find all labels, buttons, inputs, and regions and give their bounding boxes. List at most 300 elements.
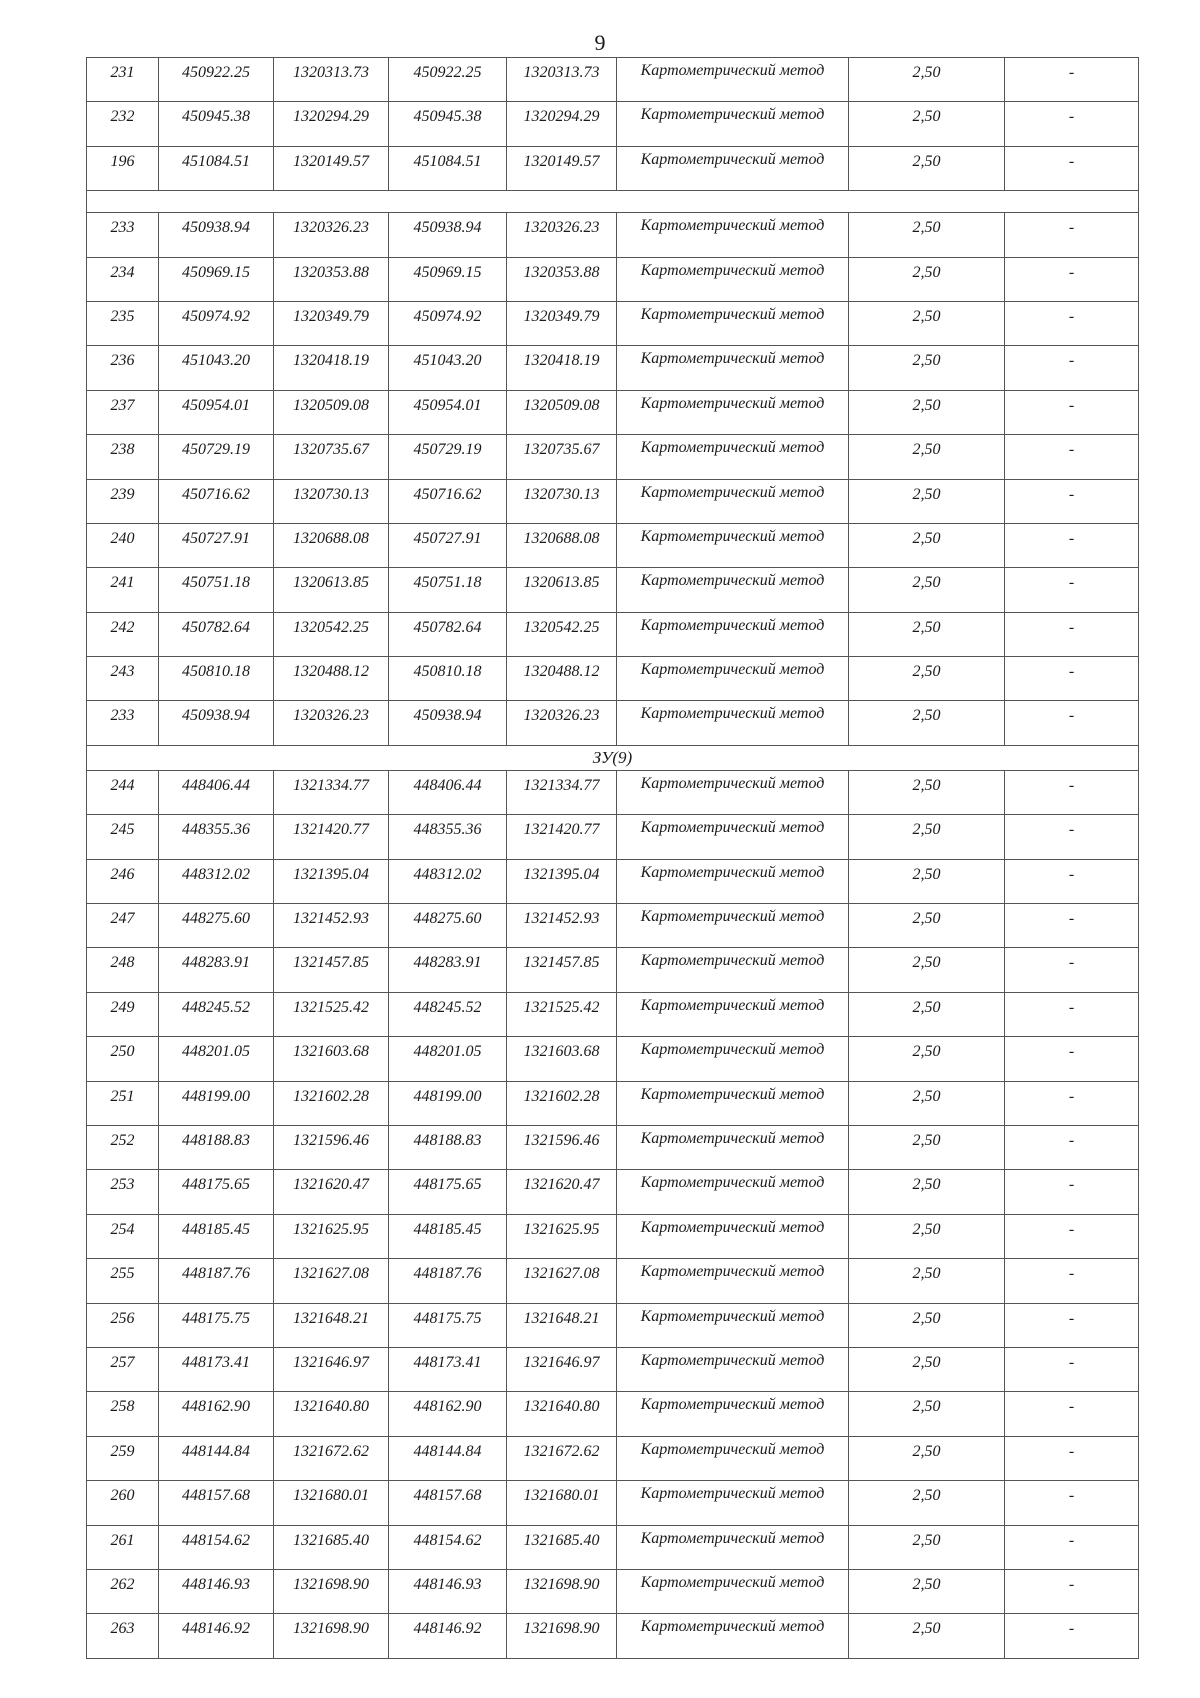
accuracy-cell: 2,50 [849,701,1005,745]
new-x-cell: 448173.41 [389,1347,507,1391]
accuracy-cell: 2,50 [849,435,1005,479]
existing-y-cell: 1321395.04 [274,859,389,903]
new-y-cell: 1320326.23 [507,213,617,257]
accuracy-cell: 2,50 [849,390,1005,434]
existing-x-cell: 450716.62 [159,479,274,523]
section-label: ЗУ(9) [87,745,1139,770]
table-row [87,1525,1139,1569]
accuracy-cell: 2,50 [849,1347,1005,1391]
table-row [87,1259,1139,1303]
new-y-cell: 1321627.08 [507,1259,617,1303]
method-cell: Картометрический метод [617,1347,849,1391]
method-cell: Картометрический метод [617,612,849,656]
new-x-cell: 448283.91 [389,948,507,992]
new-y-cell: 1320509.08 [507,390,617,434]
existing-y-cell: 1321698.90 [274,1614,389,1658]
method-cell: Картометрический метод [617,859,849,903]
new-x-cell: 448188.83 [389,1125,507,1169]
new-x-cell: 448146.92 [389,1614,507,1658]
method-cell: Картометрический метод [617,523,849,567]
method-cell: Картометрический метод [617,815,849,859]
accuracy-cell: 2,50 [849,657,1005,701]
existing-y-cell: 1321525.42 [274,992,389,1036]
note-cell: - [1005,346,1139,390]
point-number-cell: 231 [87,58,159,102]
accuracy-cell: 2,50 [849,1569,1005,1613]
point-number-cell: 239 [87,479,159,523]
new-x-cell: 448146.93 [389,1569,507,1613]
new-x-cell: 450716.62 [389,479,507,523]
point-number-cell: 245 [87,815,159,859]
note-cell: - [1005,1481,1139,1525]
method-cell: Картометрический метод [617,435,849,479]
method-cell: Картометрический метод [617,1569,849,1613]
new-x-cell: 448185.45 [389,1214,507,1258]
note-cell: - [1005,1081,1139,1125]
new-y-cell: 1321672.62 [507,1436,617,1480]
note-cell: - [1005,1347,1139,1391]
accuracy-cell: 2,50 [849,948,1005,992]
existing-x-cell: 448187.76 [159,1259,274,1303]
point-number-cell: 233 [87,701,159,745]
note-cell: - [1005,146,1139,190]
note-cell: - [1005,479,1139,523]
method-cell: Картометрический метод [617,1525,849,1569]
table-row [87,568,1139,612]
point-number-cell: 259 [87,1436,159,1480]
note-cell: - [1005,1170,1139,1214]
method-cell: Картометрический метод [617,568,849,612]
method-cell: Картометрический метод [617,701,849,745]
existing-y-cell: 1321672.62 [274,1436,389,1480]
accuracy-cell: 2,50 [849,904,1005,948]
existing-x-cell: 450969.15 [159,257,274,301]
existing-y-cell: 1320313.73 [274,58,389,102]
note-cell: - [1005,1436,1139,1480]
accuracy-cell: 2,50 [849,213,1005,257]
existing-x-cell: 448154.62 [159,1525,274,1569]
accuracy-cell: 2,50 [849,301,1005,345]
note-cell: - [1005,992,1139,1036]
existing-x-cell: 451043.20 [159,346,274,390]
existing-y-cell: 1321685.40 [274,1525,389,1569]
method-cell: Картометрический метод [617,1214,849,1258]
existing-y-cell: 1321646.97 [274,1347,389,1391]
existing-x-cell: 450945.38 [159,102,274,146]
table-row [87,701,1139,745]
table-row [87,346,1139,390]
existing-y-cell: 1320349.79 [274,301,389,345]
new-x-cell: 448199.00 [389,1081,507,1125]
note-cell: - [1005,1214,1139,1258]
note-cell: - [1005,435,1139,479]
new-y-cell: 1320488.12 [507,657,617,701]
existing-x-cell: 448146.93 [159,1569,274,1613]
point-number-cell: 260 [87,1481,159,1525]
accuracy-cell: 2,50 [849,1125,1005,1169]
point-number-cell: 256 [87,1303,159,1347]
note-cell: - [1005,1525,1139,1569]
new-y-cell: 1321334.77 [507,770,617,814]
point-number-cell: 234 [87,257,159,301]
new-x-cell: 450954.01 [389,390,507,434]
existing-y-cell: 1320613.85 [274,568,389,612]
note-cell: - [1005,612,1139,656]
existing-x-cell: 451084.51 [159,146,274,190]
table-row [87,102,1139,146]
accuracy-cell: 2,50 [849,523,1005,567]
accuracy-cell: 2,50 [849,770,1005,814]
note-cell: - [1005,1125,1139,1169]
note-cell: - [1005,859,1139,903]
new-y-cell: 1321395.04 [507,859,617,903]
accuracy-cell: 2,50 [849,479,1005,523]
new-x-cell: 448312.02 [389,859,507,903]
accuracy-cell: 2,50 [849,1081,1005,1125]
existing-x-cell: 450974.92 [159,301,274,345]
new-y-cell: 1321680.01 [507,1481,617,1525]
new-x-cell: 450938.94 [389,213,507,257]
new-x-cell: 448162.90 [389,1392,507,1436]
new-x-cell: 451043.20 [389,346,507,390]
existing-x-cell: 448173.41 [159,1347,274,1391]
table-row [87,770,1139,814]
table-row [87,435,1139,479]
point-number-cell: 235 [87,301,159,345]
method-cell: Картометрический метод [617,1392,849,1436]
new-x-cell: 450969.15 [389,257,507,301]
new-y-cell: 1320613.85 [507,568,617,612]
coordinates-table-body [87,58,1139,1659]
point-number-cell: 240 [87,523,159,567]
point-number-cell: 252 [87,1125,159,1169]
new-y-cell: 1320313.73 [507,58,617,102]
new-y-cell: 1321596.46 [507,1125,617,1169]
accuracy-cell: 2,50 [849,346,1005,390]
method-cell: Картометрический метод [617,1125,849,1169]
new-x-cell: 448175.75 [389,1303,507,1347]
accuracy-cell: 2,50 [849,102,1005,146]
method-cell: Картометрический метод [617,346,849,390]
accuracy-cell: 2,50 [849,859,1005,903]
note-cell: - [1005,1303,1139,1347]
existing-x-cell: 450810.18 [159,657,274,701]
new-y-cell: 1320418.19 [507,346,617,390]
existing-y-cell: 1321620.47 [274,1170,389,1214]
new-x-cell: 448201.05 [389,1037,507,1081]
note-cell: - [1005,301,1139,345]
new-x-cell: 448245.52 [389,992,507,1036]
new-x-cell: 450751.18 [389,568,507,612]
new-y-cell: 1321640.80 [507,1392,617,1436]
table-row [87,479,1139,523]
existing-x-cell: 450938.94 [159,701,274,745]
note-cell: - [1005,815,1139,859]
note-cell: - [1005,1392,1139,1436]
existing-y-cell: 1320418.19 [274,346,389,390]
method-cell: Картометрический метод [617,58,849,102]
method-cell: Картометрический метод [617,1614,849,1658]
blank-separator-cell [87,191,1139,213]
existing-y-cell: 1320326.23 [274,213,389,257]
point-number-cell: 263 [87,1614,159,1658]
new-y-cell: 1321625.95 [507,1214,617,1258]
note-cell: - [1005,102,1139,146]
existing-y-cell: 1321457.85 [274,948,389,992]
table-row [87,859,1139,903]
table-row [87,1392,1139,1436]
new-x-cell: 450782.64 [389,612,507,656]
table-row [87,390,1139,434]
existing-x-cell: 448312.02 [159,859,274,903]
method-cell: Картометрический метод [617,904,849,948]
existing-x-cell: 450751.18 [159,568,274,612]
note-cell: - [1005,213,1139,257]
point-number-cell: 257 [87,1347,159,1391]
existing-y-cell: 1320149.57 [274,146,389,190]
table-row [87,1081,1139,1125]
point-number-cell: 233 [87,213,159,257]
table-row [87,948,1139,992]
new-y-cell: 1320294.29 [507,102,617,146]
point-number-cell: 236 [87,346,159,390]
method-cell: Картометрический метод [617,992,849,1036]
existing-x-cell: 450938.94 [159,213,274,257]
method-cell: Картометрический метод [617,948,849,992]
method-cell: Картометрический метод [617,479,849,523]
new-y-cell: 1320735.67 [507,435,617,479]
point-number-cell: 251 [87,1081,159,1125]
accuracy-cell: 2,50 [849,146,1005,190]
note-cell: - [1005,948,1139,992]
table-row [87,904,1139,948]
method-cell: Картометрический метод [617,1303,849,1347]
existing-x-cell: 448146.92 [159,1614,274,1658]
section-header-row [87,745,1139,770]
accuracy-cell: 2,50 [849,1037,1005,1081]
new-x-cell: 448187.76 [389,1259,507,1303]
new-x-cell: 448157.68 [389,1481,507,1525]
existing-y-cell: 1321334.77 [274,770,389,814]
existing-x-cell: 448201.05 [159,1037,274,1081]
table-row [87,815,1139,859]
coordinates-table [86,57,1139,1659]
new-y-cell: 1320688.08 [507,523,617,567]
existing-x-cell: 448355.36 [159,815,274,859]
existing-x-cell: 450727.91 [159,523,274,567]
existing-y-cell: 1321596.46 [274,1125,389,1169]
existing-y-cell: 1321420.77 [274,815,389,859]
existing-x-cell: 450782.64 [159,612,274,656]
new-y-cell: 1321646.97 [507,1347,617,1391]
new-y-cell: 1321602.28 [507,1081,617,1125]
existing-x-cell: 448199.00 [159,1081,274,1125]
table-row [87,1614,1139,1658]
existing-x-cell: 448175.75 [159,1303,274,1347]
new-x-cell: 450974.92 [389,301,507,345]
point-number-cell: 247 [87,904,159,948]
method-cell: Картометрический метод [617,770,849,814]
point-number-cell: 258 [87,1392,159,1436]
new-x-cell: 448406.44 [389,770,507,814]
table-row [87,612,1139,656]
new-x-cell: 451084.51 [389,146,507,190]
new-y-cell: 1321620.47 [507,1170,617,1214]
new-y-cell: 1321698.90 [507,1614,617,1658]
new-x-cell: 448275.60 [389,904,507,948]
accuracy-cell: 2,50 [849,1170,1005,1214]
accuracy-cell: 2,50 [849,815,1005,859]
table-row [87,257,1139,301]
method-cell: Картометрический метод [617,102,849,146]
note-cell: - [1005,1614,1139,1658]
point-number-cell: 249 [87,992,159,1036]
new-y-cell: 1320326.23 [507,701,617,745]
method-cell: Картометрический метод [617,213,849,257]
table-row [87,1569,1139,1613]
existing-y-cell: 1320488.12 [274,657,389,701]
new-x-cell: 450922.25 [389,58,507,102]
new-y-cell: 1321603.68 [507,1037,617,1081]
method-cell: Картометрический метод [617,301,849,345]
point-number-cell: 238 [87,435,159,479]
page-number: 9 [594,30,606,55]
existing-y-cell: 1321680.01 [274,1481,389,1525]
method-cell: Картометрический метод [617,257,849,301]
method-cell: Картометрический метод [617,1481,849,1525]
existing-y-cell: 1320542.25 [274,612,389,656]
table-row [87,301,1139,345]
point-number-cell: 241 [87,568,159,612]
new-x-cell: 450938.94 [389,701,507,745]
existing-y-cell: 1321625.95 [274,1214,389,1258]
existing-x-cell: 448275.60 [159,904,274,948]
existing-y-cell: 1320326.23 [274,701,389,745]
existing-x-cell: 450729.19 [159,435,274,479]
existing-y-cell: 1321603.68 [274,1037,389,1081]
method-cell: Картометрический метод [617,1259,849,1303]
new-x-cell: 448355.36 [389,815,507,859]
accuracy-cell: 2,50 [849,1303,1005,1347]
method-cell: Картометрический метод [617,1170,849,1214]
existing-y-cell: 1320688.08 [274,523,389,567]
point-number-cell: 237 [87,390,159,434]
table-row [87,1347,1139,1391]
table-row [87,1436,1139,1480]
point-number-cell: 243 [87,657,159,701]
note-cell: - [1005,523,1139,567]
note-cell: - [1005,657,1139,701]
new-x-cell: 450945.38 [389,102,507,146]
existing-x-cell: 448175.65 [159,1170,274,1214]
existing-y-cell: 1320294.29 [274,102,389,146]
new-y-cell: 1321525.42 [507,992,617,1036]
existing-y-cell: 1320353.88 [274,257,389,301]
new-y-cell: 1320353.88 [507,257,617,301]
existing-x-cell: 450954.01 [159,390,274,434]
new-y-cell: 1321698.90 [507,1569,617,1613]
note-cell: - [1005,257,1139,301]
accuracy-cell: 2,50 [849,612,1005,656]
new-x-cell: 450729.19 [389,435,507,479]
existing-x-cell: 448157.68 [159,1481,274,1525]
accuracy-cell: 2,50 [849,992,1005,1036]
note-cell: - [1005,904,1139,948]
new-y-cell: 1320542.25 [507,612,617,656]
existing-y-cell: 1321627.08 [274,1259,389,1303]
new-x-cell: 450727.91 [389,523,507,567]
accuracy-cell: 2,50 [849,257,1005,301]
point-number-cell: 254 [87,1214,159,1258]
accuracy-cell: 2,50 [849,1392,1005,1436]
table-row [87,146,1139,190]
table-row [87,1214,1139,1258]
table-row [87,213,1139,257]
point-number-cell: 232 [87,102,159,146]
point-number-cell: 255 [87,1259,159,1303]
point-number-cell: 262 [87,1569,159,1613]
new-y-cell: 1321648.21 [507,1303,617,1347]
table-row [87,1170,1139,1214]
new-y-cell: 1320149.57 [507,146,617,190]
existing-y-cell: 1320730.13 [274,479,389,523]
existing-y-cell: 1321648.21 [274,1303,389,1347]
existing-y-cell: 1321640.80 [274,1392,389,1436]
note-cell: - [1005,568,1139,612]
point-number-cell: 250 [87,1037,159,1081]
table-row [87,1303,1139,1347]
note-cell: - [1005,701,1139,745]
accuracy-cell: 2,50 [849,1436,1005,1480]
accuracy-cell: 2,50 [849,568,1005,612]
table-row [87,58,1139,102]
point-number-cell: 248 [87,948,159,992]
existing-x-cell: 448406.44 [159,770,274,814]
table-row [87,1125,1139,1169]
existing-y-cell: 1321452.93 [274,904,389,948]
point-number-cell: 242 [87,612,159,656]
new-y-cell: 1321420.77 [507,815,617,859]
point-number-cell: 244 [87,770,159,814]
existing-x-cell: 448162.90 [159,1392,274,1436]
method-cell: Картометрический метод [617,146,849,190]
existing-y-cell: 1321602.28 [274,1081,389,1125]
point-number-cell: 261 [87,1525,159,1569]
point-number-cell: 253 [87,1170,159,1214]
new-y-cell: 1320730.13 [507,479,617,523]
existing-x-cell: 448245.52 [159,992,274,1036]
note-cell: - [1005,390,1139,434]
accuracy-cell: 2,50 [849,1525,1005,1569]
existing-x-cell: 450922.25 [159,58,274,102]
method-cell: Картометрический метод [617,1037,849,1081]
method-cell: Картометрический метод [617,1436,849,1480]
new-x-cell: 448154.62 [389,1525,507,1569]
existing-x-cell: 448144.84 [159,1436,274,1480]
accuracy-cell: 2,50 [849,58,1005,102]
table-row [87,992,1139,1036]
note-cell: - [1005,58,1139,102]
accuracy-cell: 2,50 [849,1214,1005,1258]
existing-x-cell: 448188.83 [159,1125,274,1169]
new-y-cell: 1321685.40 [507,1525,617,1569]
note-cell: - [1005,1569,1139,1613]
existing-x-cell: 448185.45 [159,1214,274,1258]
accuracy-cell: 2,50 [849,1481,1005,1525]
new-x-cell: 448144.84 [389,1436,507,1480]
accuracy-cell: 2,50 [849,1614,1005,1658]
method-cell: Картометрический метод [617,657,849,701]
